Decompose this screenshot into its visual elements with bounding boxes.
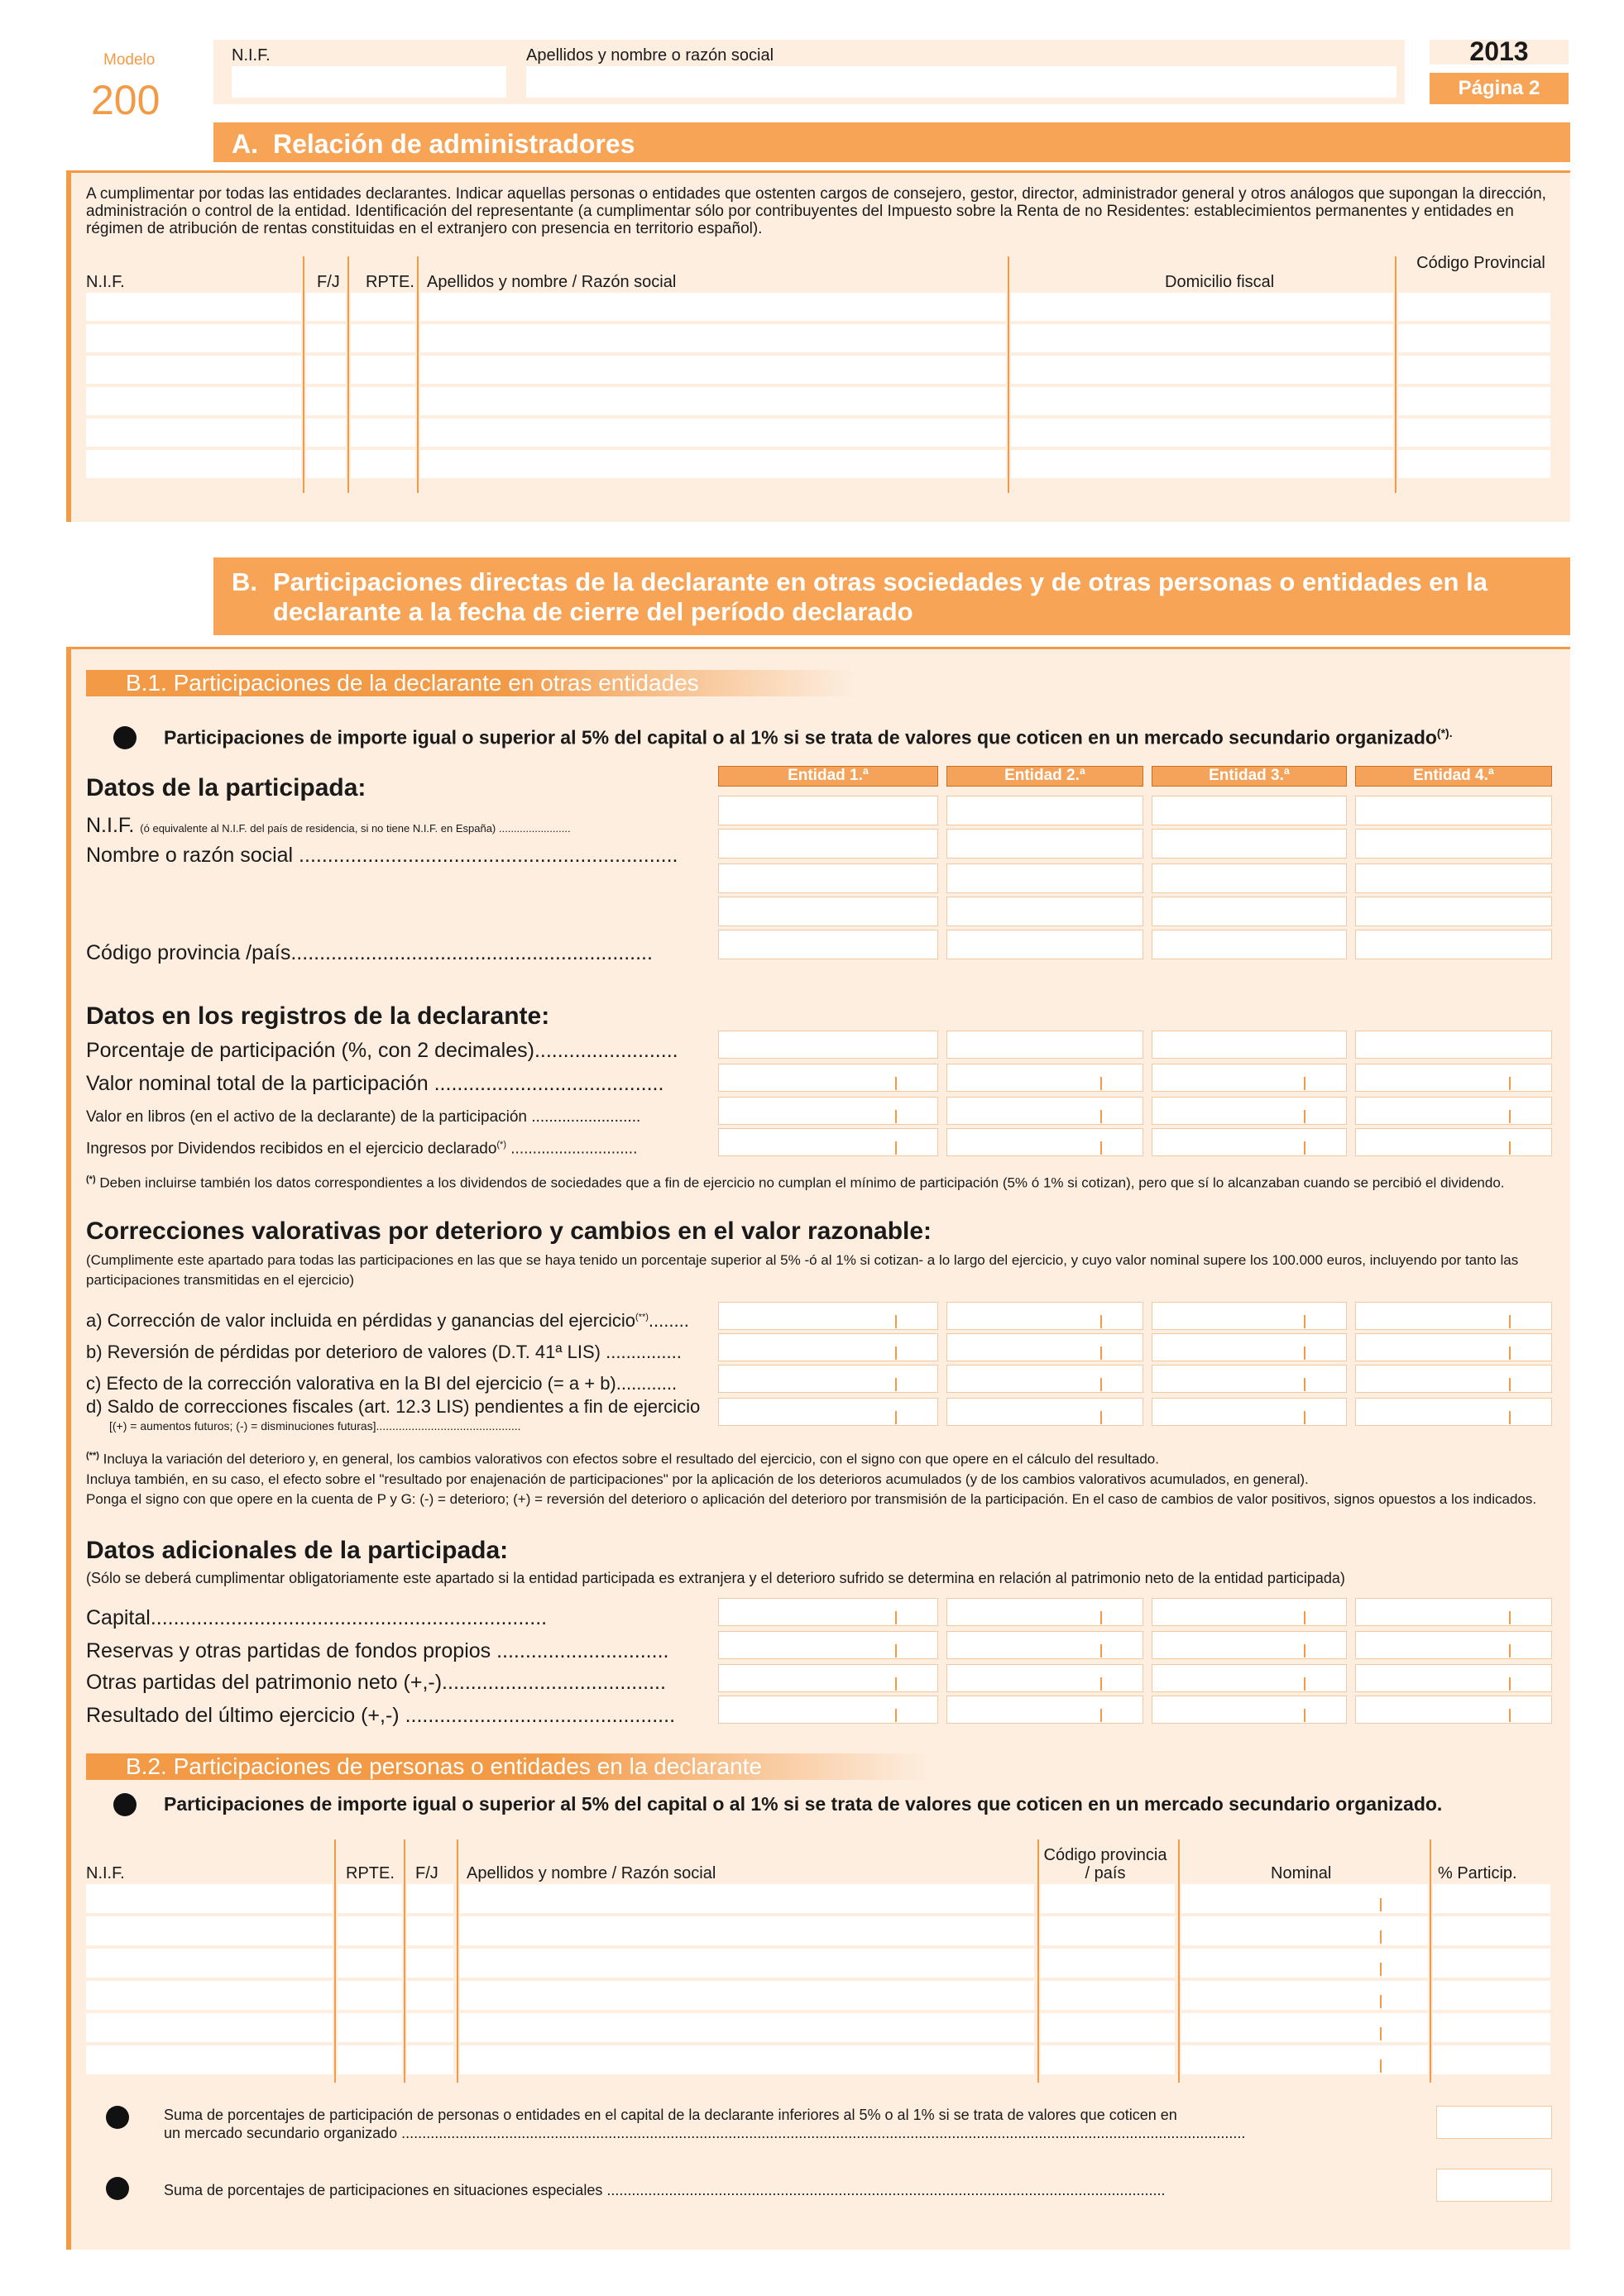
registros-field-r2-e2[interactable] [946, 1097, 1143, 1125]
admin-cell-r1-c2[interactable] [351, 324, 415, 352]
admin-cell-r2-c4[interactable] [1011, 356, 1393, 384]
b2-col-rpte: RPTE. [346, 1864, 395, 1882]
b2-cell-r2-c3[interactable] [460, 1949, 1034, 1978]
admin-col-divider-4 [1395, 256, 1396, 493]
b2-cell-r5-c3[interactable] [460, 2045, 1034, 2074]
admin-cell-r5-c1[interactable] [306, 450, 346, 478]
correcciones-field-decimal-mark-r2-e2 [1100, 1378, 1102, 1391]
admin-cell-r2-c2[interactable] [351, 356, 415, 384]
name-label: Apellidos y nombre o razón social [526, 46, 774, 65]
suma2-text: Suma de porcentajes de participaciones en situaciones especiales ....................................................................................................................................... [164, 2182, 1166, 2198]
correcciones-field-decimal-mark-r1-e1 [895, 1347, 897, 1360]
adicionales-field-decimal-mark-r3-e1 [895, 1709, 897, 1722]
registros-field-r0-e4[interactable] [1355, 1031, 1552, 1059]
suma2-bullet [106, 2177, 129, 2200]
correcciones-note: (Cumplimente este apartado para todas las participaciones en las que se haya tenido un porcentaje superior al 5% -ó al 1% si cotizan- a lo largo del ejercicio, y cuyo valor nominal supere los 100.000 euros, incluyendo por tanto las participaciones transmitidas en el ejercicio) [86, 1252, 1519, 1288]
b2-cell-r2-c1[interactable] [338, 1949, 402, 1978]
b2-cell-r0-c6[interactable] [1433, 1884, 1550, 1913]
registros-field-decimal-mark-r2-e1 [895, 1110, 897, 1123]
participada-field-r4-e4[interactable] [1355, 930, 1552, 959]
page-number: Página 2 [1430, 73, 1569, 104]
correcciones-field-r2-e2[interactable] [946, 1365, 1143, 1393]
correcciones-field-decimal-mark-r0-e1 [895, 1315, 897, 1328]
correcciones-field-r0-e4[interactable] [1355, 1302, 1552, 1330]
correcciones-field-r1-e1[interactable] [718, 1333, 938, 1361]
b2-col-nif: N.I.F. [86, 1864, 125, 1882]
b2-cell-r4-c2[interactable] [407, 2013, 453, 2042]
admin-col-divider-2 [417, 256, 419, 493]
admin-cell-r3-c3[interactable] [420, 387, 1006, 415]
correcciones-field-decimal-mark-r0-e2 [1100, 1315, 1102, 1328]
entity-1-header: Entidad 1.ª [718, 766, 938, 787]
corr-a-text: a) Corrección de valor incluida en pérdidas y ganancias del ejercicio [86, 1310, 636, 1331]
note-2 [86, 1446, 1554, 1509]
registros-field-r2-e3[interactable] [1152, 1097, 1347, 1125]
admin-cell-r4-c5[interactable] [1398, 419, 1550, 447]
b2-col-divider-5 [1430, 1839, 1431, 2083]
a-col-codigo: Código Provincial [1416, 254, 1545, 272]
admin-cell-r1-c4[interactable] [1011, 324, 1393, 352]
ingresos-dots: ............................. [506, 1140, 638, 1158]
adicionales-field-r0-e3[interactable] [1152, 1598, 1347, 1626]
b2-cell-r4-c1[interactable] [338, 2013, 402, 2042]
adicionales-field-r0-e2[interactable] [946, 1598, 1143, 1626]
admin-cell-r3-c1[interactable] [306, 387, 346, 415]
entity-4-header: Entidad 4.ª [1355, 766, 1552, 787]
participada-field-r4-e3[interactable] [1152, 930, 1347, 959]
corr-c-label: c) Efecto de la corrección valorativa en la BI del ejercicio (= a + b)............ [86, 1373, 678, 1394]
admin-col-divider-3 [1008, 256, 1009, 493]
section-a-letter: A. [232, 129, 258, 159]
modelo-label: Modelo [103, 51, 156, 69]
section-b-title-1: Participaciones directas de la declarante en otras sociedades y de otras personas o entidades en la [273, 567, 1487, 596]
registros-field-decimal-mark-r1-e1 [895, 1077, 897, 1090]
correcciones-field-r2-e3[interactable] [1152, 1365, 1347, 1393]
b2-cell-r5-c2[interactable] [407, 2045, 453, 2074]
b2-cell-r4-c6[interactable] [1433, 2013, 1550, 2042]
nif-label: N.I.F. [232, 46, 271, 65]
admin-cell-r4-c4[interactable] [1011, 419, 1393, 447]
b1-title [86, 670, 855, 696]
adicionales-field-r1-e1[interactable] [718, 1631, 938, 1659]
b2-col-divider-4 [1178, 1839, 1180, 2083]
b2-cell-r1-c2[interactable] [407, 1916, 453, 1945]
modelo-number: 200 [91, 77, 160, 123]
adicionales-field-r0-e4[interactable] [1355, 1598, 1552, 1626]
registros-field-decimal-mark-r1-e4 [1509, 1077, 1511, 1090]
correcciones-field-r3-e3[interactable] [1152, 1398, 1347, 1426]
registros-field-r2-e1[interactable] [718, 1097, 938, 1125]
registros-field-r0-e1[interactable] [718, 1031, 938, 1059]
admin-cell-r4-c1[interactable] [306, 419, 346, 447]
adicionales-field-decimal-mark-r0-e4 [1509, 1611, 1511, 1624]
b2-cell-r5-c6[interactable] [1433, 2045, 1550, 2074]
participada-field-r2-e2[interactable] [946, 863, 1143, 893]
correcciones-field-r1-e3[interactable] [1152, 1333, 1347, 1361]
admin-cell-r5-c5[interactable] [1398, 450, 1550, 478]
b2-col-nominal: Nominal [1271, 1864, 1332, 1882]
b2-nominal-decimal-mark-r4 [1380, 2027, 1382, 2040]
admin-cell-r0-c4[interactable] [1011, 293, 1393, 321]
registros-field-r1-e1[interactable] [718, 1064, 938, 1092]
b1-bullet [113, 726, 137, 749]
a-col-name: Apellidos y nombre / Razón social [427, 273, 677, 291]
registros-field-r3-e2[interactable] [946, 1128, 1143, 1156]
adicionales-field-r1-e4[interactable] [1355, 1631, 1552, 1659]
suma1-bullet [106, 2106, 129, 2129]
b2-title [86, 1753, 930, 1780]
ingresos-sup: (*) [496, 1140, 506, 1150]
registros-field-r0-e2[interactable] [946, 1031, 1143, 1059]
admin-cell-r1-c3[interactable] [420, 324, 1006, 352]
b1-bullet-text [164, 726, 1453, 749]
adicionales-field-r1-e3[interactable] [1152, 1631, 1347, 1659]
porcentaje-label: Porcentaje de participación (%, con 2 decimales)......................... [86, 1039, 678, 1062]
entity-3-header: Entidad 3.ª [1152, 766, 1347, 787]
b2-cell-r3-c3[interactable] [460, 1981, 1034, 2010]
admin-cell-r0-c2[interactable] [351, 293, 415, 321]
b2-title-text: B.2. Participaciones de personas o entidades en la declarante [126, 1753, 762, 1779]
b2-cell-r2-c6[interactable] [1433, 1949, 1550, 1978]
registros-field-decimal-mark-r1-e2 [1100, 1077, 1102, 1090]
b2-bullet [113, 1793, 137, 1816]
b2-cell-r2-c4[interactable] [1041, 1949, 1175, 1978]
b2-cell-r2-c5[interactable] [1181, 1949, 1428, 1978]
correcciones-field-decimal-mark-r0-e4 [1509, 1315, 1511, 1328]
b1-bullet-main: Participaciones de importe igual o superior al 5% del capital o al 1% si se trata de valores que coticen en un mercado secundario organizado [164, 726, 1437, 749]
section-a-title [213, 122, 1570, 162]
registros-field-r3-e3[interactable] [1152, 1128, 1347, 1156]
corr-d-note: [(+) = aumentos futuros; (-) = disminuciones futuras]............................................. [109, 1419, 521, 1433]
correcciones-field-r0-e3[interactable] [1152, 1302, 1347, 1330]
participada-field-r3-e2[interactable] [946, 897, 1143, 926]
adicionales-field-decimal-mark-r2-e4 [1509, 1677, 1511, 1691]
a-col-fj: F/J [317, 273, 340, 291]
corr-a-label [86, 1310, 689, 1332]
correcciones-field-r3-e4[interactable] [1355, 1398, 1552, 1426]
b2-cell-r5-c0[interactable] [86, 2045, 333, 2074]
admin-cell-r1-c0[interactable] [86, 324, 301, 352]
b2-cell-r3-c0[interactable] [86, 1981, 333, 2010]
adicionales-field-r2-e4[interactable] [1355, 1664, 1552, 1692]
b2-cell-r3-c6[interactable] [1433, 1981, 1550, 2010]
b2-col-codigo: Código provincia / país [1043, 1846, 1167, 1882]
adicionales-heading: Datos adicionales de la participada: [86, 1537, 509, 1564]
year: 2013 [1469, 36, 1529, 66]
correcciones-field-r3-e2[interactable] [946, 1398, 1143, 1426]
participada-field-r0-e2[interactable] [946, 796, 1143, 825]
note-2-mark: (**) [86, 1451, 99, 1461]
admin-cell-r3-c0[interactable] [86, 387, 301, 415]
note-4-text: Ponga el signo con que opere en la cuenta de P y G: (-) = deterioro; (+) = reversión del deterioro o aplicación del deterioro por transmisión de la participación. En el caso de cambios de valor positivos, signos opuestos a los indicados. [86, 1490, 1537, 1507]
b2-col-divider-1 [404, 1839, 405, 2083]
b2-cell-r0-c2[interactable] [407, 1884, 453, 1913]
note-3-text: Incluya también, en su caso, el efecto sobre el "resultado por enajenación de participaciones" por la aplicación de los deterioros acumulados (y de los cambios valorativos acumulados, en general). [86, 1471, 1309, 1487]
adicionales-field-decimal-mark-r2-e1 [895, 1677, 897, 1691]
adicionales-field-decimal-mark-r1-e2 [1100, 1644, 1102, 1657]
correcciones-field-decimal-mark-r3-e4 [1509, 1411, 1511, 1424]
b2-cell-r5-c5[interactable] [1181, 2045, 1428, 2074]
note-1-mark: (*) [86, 1174, 96, 1184]
adicionales-field-decimal-mark-r0-e1 [895, 1611, 897, 1624]
adicionales-field-decimal-mark-r3-e4 [1509, 1709, 1511, 1722]
admin-cell-r5-c0[interactable] [86, 450, 301, 478]
participada-field-r3-e4[interactable] [1355, 897, 1552, 926]
b2-cell-r3-c5[interactable] [1181, 1981, 1428, 2010]
correcciones-field-r0-e2[interactable] [946, 1302, 1143, 1330]
registros-field-decimal-mark-r2-e3 [1304, 1110, 1305, 1123]
b2-cell-r0-c1[interactable] [338, 1884, 402, 1913]
correcciones-field-decimal-mark-r1-e2 [1100, 1347, 1102, 1360]
entity-2-header: Entidad 2.ª [946, 766, 1143, 787]
b2-nominal-decimal-mark-r5 [1380, 2059, 1382, 2073]
adicionales-field-decimal-mark-r0-e2 [1100, 1611, 1102, 1624]
b2-cell-r3-c4[interactable] [1041, 1981, 1175, 2010]
registros-field-decimal-mark-r2-e2 [1100, 1110, 1102, 1123]
b2-cell-r4-c3[interactable] [460, 2013, 1034, 2042]
suma1-text [164, 2106, 1430, 2142]
adicionales-field-decimal-mark-r1-e3 [1304, 1644, 1305, 1657]
suma2-field[interactable] [1436, 2169, 1552, 2202]
b2-col-name: Apellidos y nombre / Razón social [467, 1864, 716, 1882]
note-1-text: Deben incluirse también los datos correspondientes a los dividendos de sociedades que a fin de ejercicio no cumplan el mínimo de participación (5% ó 1% si cotizan), pero que sí lo alcanzaban cuando se percibió el dividendo. [99, 1174, 1505, 1191]
admin-cell-r2-c3[interactable] [420, 356, 1006, 384]
correcciones-field-decimal-mark-r1-e4 [1509, 1347, 1511, 1360]
registros-field-r3-e4[interactable] [1355, 1128, 1552, 1156]
b2-cell-r0-c5[interactable] [1181, 1884, 1428, 1913]
participada-field-r1-e1[interactable] [718, 829, 938, 859]
registros-field-decimal-mark-r1-e3 [1304, 1077, 1305, 1090]
section-a-left-bar [66, 170, 71, 522]
correcciones-field-decimal-mark-r3-e3 [1304, 1411, 1305, 1424]
b2-cell-r2-c2[interactable] [407, 1949, 453, 1978]
b2-cell-r4-c0[interactable] [86, 2013, 333, 2042]
adicionales-field-r3-e2[interactable] [946, 1696, 1143, 1724]
b2-col-fj: F/J [415, 1864, 438, 1882]
registros-field-decimal-mark-r2-e4 [1509, 1110, 1511, 1123]
adicionales-field-r1-e2[interactable] [946, 1631, 1143, 1659]
registros-field-r1-e3[interactable] [1152, 1064, 1347, 1092]
registros-field-r2-e4[interactable] [1355, 1097, 1552, 1125]
registros-field-decimal-mark-r3-e2 [1100, 1141, 1102, 1155]
correcciones-field-r3-e1[interactable] [718, 1398, 938, 1426]
b2-cell-r1-c6[interactable] [1433, 1916, 1550, 1945]
participada-field-r0-e3[interactable] [1152, 796, 1347, 825]
registros-field-r0-e3[interactable] [1152, 1031, 1347, 1059]
registros-field-decimal-mark-r3-e3 [1304, 1141, 1305, 1155]
correcciones-field-r0-e1[interactable] [718, 1302, 938, 1330]
correcciones-field-decimal-mark-r3-e1 [895, 1411, 897, 1424]
participada-field-r1-e4[interactable] [1355, 829, 1552, 859]
participada-field-r3-e1[interactable] [718, 897, 938, 926]
admin-cell-r0-c5[interactable] [1398, 293, 1550, 321]
adicionales-field-decimal-mark-r0-e3 [1304, 1611, 1305, 1624]
admin-cell-r5-c4[interactable] [1011, 450, 1393, 478]
corr-a-dots: ........ [648, 1310, 689, 1331]
admin-cell-r1-c1[interactable] [306, 324, 346, 352]
b2-col-divider-2 [457, 1839, 458, 2083]
nombre-participada-label: Nombre o razón social .................................................................. [86, 844, 678, 867]
admin-cell-r3-c4[interactable] [1011, 387, 1393, 415]
section-b-title [213, 557, 1570, 635]
adicionales-field-decimal-mark-r3-e3 [1304, 1709, 1305, 1722]
admin-cell-r5-c2[interactable] [351, 450, 415, 478]
b2-cell-r1-c1[interactable] [338, 1916, 402, 1945]
b2-cell-r1-c3[interactable] [460, 1916, 1034, 1945]
adicionales-field-decimal-mark-r1-e4 [1509, 1644, 1511, 1657]
corr-d-label: d) Saldo de correcciones fiscales (art. 12.3 LIS) pendientes a fin de ejercicio [86, 1396, 701, 1417]
correcciones-field-r1-e4[interactable] [1355, 1333, 1552, 1361]
participada-field-r3-e3[interactable] [1152, 897, 1347, 926]
corr-b-label: b) Reversión de pérdidas por deterioro de valores (D.T. 41ª LIS) ............... [86, 1342, 682, 1362]
participada-field-r0-e1[interactable] [718, 796, 938, 825]
nif-participada-text: N.I.F. [86, 814, 135, 837]
corr-a-sup: (**) [635, 1312, 649, 1323]
admin-cell-r5-c3[interactable] [420, 450, 1006, 478]
suma1-field[interactable] [1436, 2106, 1552, 2139]
participada-field-r4-e1[interactable] [718, 930, 938, 959]
b2-cell-r0-c4[interactable] [1041, 1884, 1175, 1913]
note-1 [86, 1170, 1554, 1193]
b1-bullet-suffix: (*). [1436, 726, 1453, 739]
b2-cell-r1-c4[interactable] [1041, 1916, 1175, 1945]
adicionales-field-decimal-mark-r3-e2 [1100, 1709, 1102, 1722]
adicionales-field-r0-e1[interactable] [718, 1598, 938, 1626]
section-b-letter: B. [232, 567, 257, 596]
otras-partidas-label: Otras partidas del patrimonio neto (+,-)....................................... [86, 1671, 666, 1694]
b2-cell-r1-c5[interactable] [1181, 1916, 1428, 1945]
note-2-text: Incluya la variación del deterioro y, en general, los cambios valorativos con efectos sobre el resultado del ejercicio, con el signo con que opere en el cálculo del resultado. [103, 1451, 1159, 1467]
participada-field-r1-e3[interactable] [1152, 829, 1347, 859]
adicionales-field-decimal-mark-r1-e1 [895, 1644, 897, 1657]
b2-nominal-decimal-mark-r1 [1380, 1930, 1382, 1944]
correcciones-heading: Correcciones valorativas por deterioro y cambios en el valor razonable: [86, 1217, 932, 1245]
participada-field-r0-e4[interactable] [1355, 796, 1552, 825]
b2-nominal-decimal-mark-r2 [1380, 1963, 1382, 1976]
b2-cell-r2-c0[interactable] [86, 1949, 333, 1978]
admin-col-divider-0 [303, 256, 304, 493]
b2-cell-r3-c1[interactable] [338, 1981, 402, 2010]
adicionales-field-r2-e1[interactable] [718, 1664, 938, 1692]
correcciones-field-r1-e2[interactable] [946, 1333, 1143, 1361]
a-col-nif: N.I.F. [86, 273, 125, 291]
b2-cell-r0-c3[interactable] [460, 1884, 1034, 1913]
registros-field-decimal-mark-r3-e4 [1509, 1141, 1511, 1155]
resultado-label: Resultado del último ejercicio (+,-) ............................................... [86, 1704, 676, 1727]
b2-cell-r0-c0[interactable] [86, 1884, 333, 1913]
participada-field-r4-e2[interactable] [946, 930, 1143, 959]
b2-cell-r3-c2[interactable] [407, 1981, 453, 2010]
valor-libros-label: Valor en libros (en el activo de la declarante) de la participación ......................... [86, 1108, 641, 1126]
datos-participada-heading: Datos de la participada: [86, 774, 366, 801]
admin-cell-r4-c0[interactable] [86, 419, 301, 447]
correcciones-field-r2-e4[interactable] [1355, 1365, 1552, 1393]
participada-field-r1-e2[interactable] [946, 829, 1143, 859]
name-field[interactable] [526, 66, 1396, 98]
admin-cell-r4-c2[interactable] [351, 419, 415, 447]
admin-cell-r4-c3[interactable] [420, 419, 1006, 447]
capital-label: Capital..................................................................... [86, 1606, 548, 1629]
admin-cell-r3-c5[interactable] [1398, 387, 1550, 415]
adicionales-field-decimal-mark-r2-e2 [1100, 1677, 1102, 1691]
correcciones-field-r2-e1[interactable] [718, 1365, 938, 1393]
section-a-description: A cumplimentar por todas las entidades declarantes. Indicar aquellas personas o entidades que ostenten cargos de consejero, gestor, director, administrador general y otros análogos que supongan la dirección, administración o control de la entidad. Identificación del representante (a cumplimentar sólo por contribuyentes del Impuesto sobre la Renta de no Residentes: establecimientos permanentes y entidades en régimen de atribución de rentas constituidas en el extranjero con presencia en territorio español). [86, 185, 1546, 237]
adicionales-note: (Sólo se deberá cumplimentar obligatoriamente este apartado si la entidad participada es extranjera y el deterioro sufrido se determina en relación al patrimonio neto de la entidad participada) [86, 1570, 1345, 1586]
adicionales-field-decimal-mark-r2-e3 [1304, 1677, 1305, 1691]
b1-title-text: B.1. Participaciones de la declarante en otras entidades [126, 670, 699, 696]
b2-col-divider-3 [1037, 1839, 1039, 2083]
b2-col-divider-0 [334, 1839, 336, 2083]
adicionales-field-r3-e3[interactable] [1152, 1696, 1347, 1724]
valor-nominal-label: Valor nominal total de la participación ........................................ [86, 1072, 664, 1095]
correcciones-field-decimal-mark-r2-e3 [1304, 1378, 1305, 1391]
admin-cell-r3-c2[interactable] [351, 387, 415, 415]
a-col-rpte: RPTE. [366, 273, 414, 291]
b2-cell-r1-c0[interactable] [86, 1916, 333, 1945]
admin-cell-r1-c5[interactable] [1398, 324, 1550, 352]
nif-field[interactable] [232, 66, 506, 98]
participada-field-r2-e4[interactable] [1355, 863, 1552, 893]
participada-field-r2-e3[interactable] [1152, 863, 1347, 893]
suma1-line2: un mercado secundario organizado ............................................................................................................................................................................................................ [164, 2125, 1246, 2141]
registros-field-r1-e4[interactable] [1355, 1064, 1552, 1092]
participada-field-r2-e1[interactable] [718, 863, 938, 893]
admin-cell-r0-c3[interactable] [420, 293, 1006, 321]
b2-cell-r5-c4[interactable] [1041, 2045, 1175, 2074]
codigo-participada-label: Código provincia /país............................................................... [86, 941, 653, 964]
adicionales-field-r3-e4[interactable] [1355, 1696, 1552, 1724]
ingresos-text: Ingresos por Dividendos recibidos en el ejercicio declarado [86, 1140, 497, 1158]
adicionales-field-r2-e2[interactable] [946, 1664, 1143, 1692]
b2-cell-r4-c4[interactable] [1041, 2013, 1175, 2042]
b2-col-particip: % Particip. [1438, 1864, 1517, 1882]
correcciones-field-decimal-mark-r1-e3 [1304, 1347, 1305, 1360]
section-b-title-2: declarante a la fecha de cierre del período declarado [273, 597, 913, 626]
b2-cell-r5-c1[interactable] [338, 2045, 402, 2074]
correcciones-field-decimal-mark-r0-e3 [1304, 1315, 1305, 1328]
registros-field-decimal-mark-r3-e1 [895, 1141, 897, 1155]
adicionales-field-r3-e1[interactable] [718, 1696, 938, 1724]
reservas-label: Reservas y otras partidas de fondos propios .............................. [86, 1639, 669, 1662]
nif-participada-note: (ó equivalente al N.I.F. del país de residencia, si no tiene N.I.F. en España) ........................ [140, 822, 571, 835]
correcciones-field-decimal-mark-r2-e4 [1509, 1378, 1511, 1391]
admin-cell-r2-c1[interactable] [306, 356, 346, 384]
ingresos-label [86, 1140, 637, 1158]
suma1-line1: Suma de porcentajes de participación de personas o entidades en el capital de la declarante inferiores al 5% o al 1% si se trata de valores que coticen en [164, 2107, 1177, 2123]
admin-cell-r2-c5[interactable] [1398, 356, 1550, 384]
b2-nominal-decimal-mark-r3 [1380, 1995, 1382, 2008]
b2-bullet-text: Participaciones de importe igual o superior al 5% del capital o al 1% si se trata de valores que coticen en un mercado secundario organizado. [164, 1793, 1443, 1815]
admin-cell-r0-c1[interactable] [306, 293, 346, 321]
correcciones-field-decimal-mark-r2-e1 [895, 1378, 897, 1391]
a-col-domicilio: Domicilio fiscal [1165, 273, 1275, 291]
adicionales-field-r2-e3[interactable] [1152, 1664, 1347, 1692]
nif-participada-label [86, 814, 571, 838]
b2-cell-r4-c5[interactable] [1181, 2013, 1428, 2042]
registros-field-r3-e1[interactable] [718, 1128, 938, 1156]
datos-registros-heading: Datos en los registros de la declarante: [86, 1002, 550, 1030]
section-b-left-bar [66, 647, 71, 2250]
admin-cell-r0-c0[interactable] [86, 293, 301, 321]
registros-field-r1-e2[interactable] [946, 1064, 1143, 1092]
admin-col-divider-1 [347, 256, 349, 493]
section-a-title-text: Relación de administradores [273, 129, 635, 159]
b2-nominal-decimal-mark-r0 [1380, 1898, 1382, 1911]
admin-cell-r2-c0[interactable] [86, 356, 301, 384]
correcciones-field-decimal-mark-r3-e2 [1100, 1411, 1102, 1424]
